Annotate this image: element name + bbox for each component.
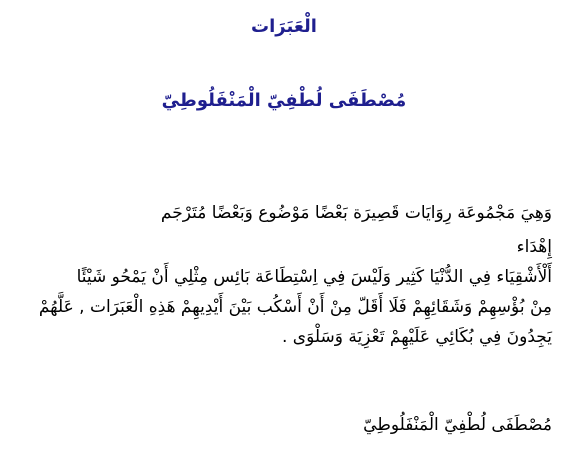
dedication-line: أَلْأَشْقِيَاء فِي الدُّنْيَا كَثِير وَلَيْسَ فِي اِسْتِطَاعَة بَائِس مِثْلِي أَنْ يَمْحُو شَيْئًا [76, 267, 552, 287]
author-heading: مُصْطَفَى لُطْفِيّ الْمَنْفَلُوطِيّ [161, 90, 407, 111]
author-signature: مُصْطَفَى لُطْفِيّ الْمَنْفَلُوطِيّ [363, 415, 552, 435]
book-description: وَهِيَ مَجْمُوعَة رِوَايَات قَصِيرَة بَعْضًا مَوْضُوع وَبَعْضًا مُتَرْجَم [160, 203, 552, 223]
document-title: الْعَبَرَات [251, 16, 317, 37]
dedication-heading: إِهْدَاء [516, 237, 552, 257]
dedication-paragraph [24, 262, 552, 352]
dedication-line: يَجِدُونَ فِي بُكَائِي عَلَيْهِمْ تَعْزِيَة وَسَلْوَى . [281, 327, 552, 347]
dedication-line: مِنْ بُؤْسِهِمْ وَشَقَائِهِمْ فَلَا أَقَلّ مِنْ أَنْ أَسْكُب بَيْنَ أَيْدِيهِمْ هَذِهِ الْعَبَرَات , عَلَّهُمْ [38, 297, 552, 317]
